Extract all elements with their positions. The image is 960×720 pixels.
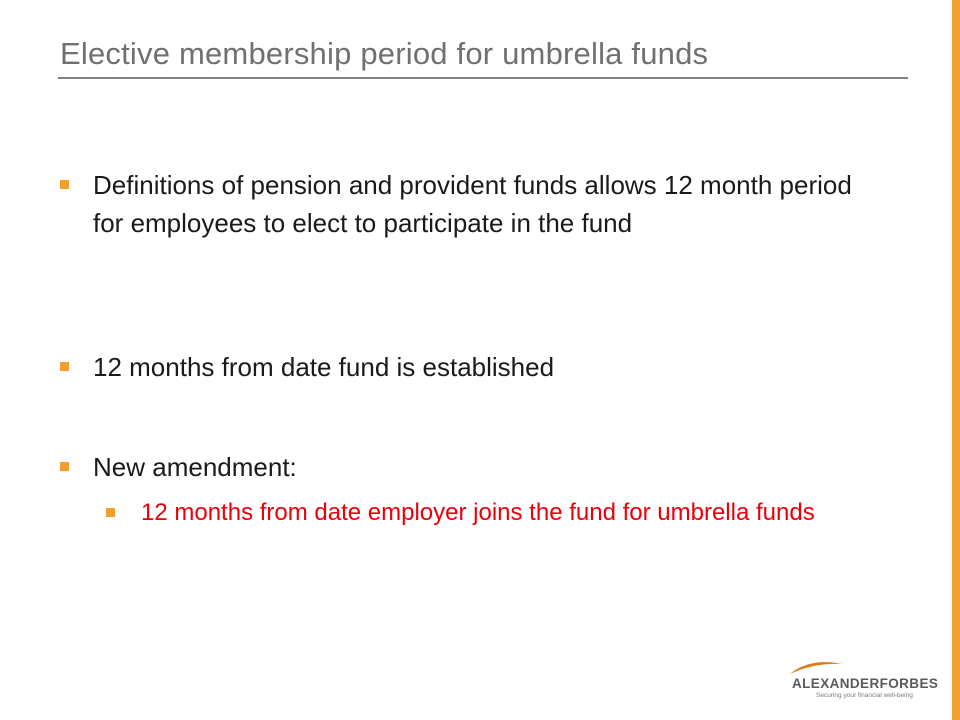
sub-bullet-text: 12 months from date employer joins the fund for umbrella funds xyxy=(141,499,815,526)
bullet-text: New amendment: xyxy=(93,452,297,482)
title-underline xyxy=(58,77,908,79)
bullet-item xyxy=(60,166,880,242)
square-bullet-icon xyxy=(60,180,69,189)
bullet-text: Definitions of pension and provident funds allows 12 month period for employees to elect to participate in the fund xyxy=(93,170,852,238)
logo-tagline: Securing your financial well-being xyxy=(816,692,913,699)
square-bullet-icon xyxy=(60,362,69,371)
bullet-item xyxy=(60,348,880,386)
bullet-item xyxy=(60,448,880,486)
square-bullet-icon xyxy=(60,462,69,471)
sub-bullet-item xyxy=(106,495,906,531)
accent-side-bar xyxy=(952,0,960,720)
company-logo xyxy=(778,656,938,708)
bullet-text: 12 months from date fund is established xyxy=(93,352,555,382)
square-bullet-icon xyxy=(106,508,115,517)
swoosh-logo-icon xyxy=(786,658,846,678)
slide-title: Elective membership period for umbrella funds xyxy=(60,36,709,71)
logo-wordmark: ALEXANDERFORBES xyxy=(792,676,939,691)
